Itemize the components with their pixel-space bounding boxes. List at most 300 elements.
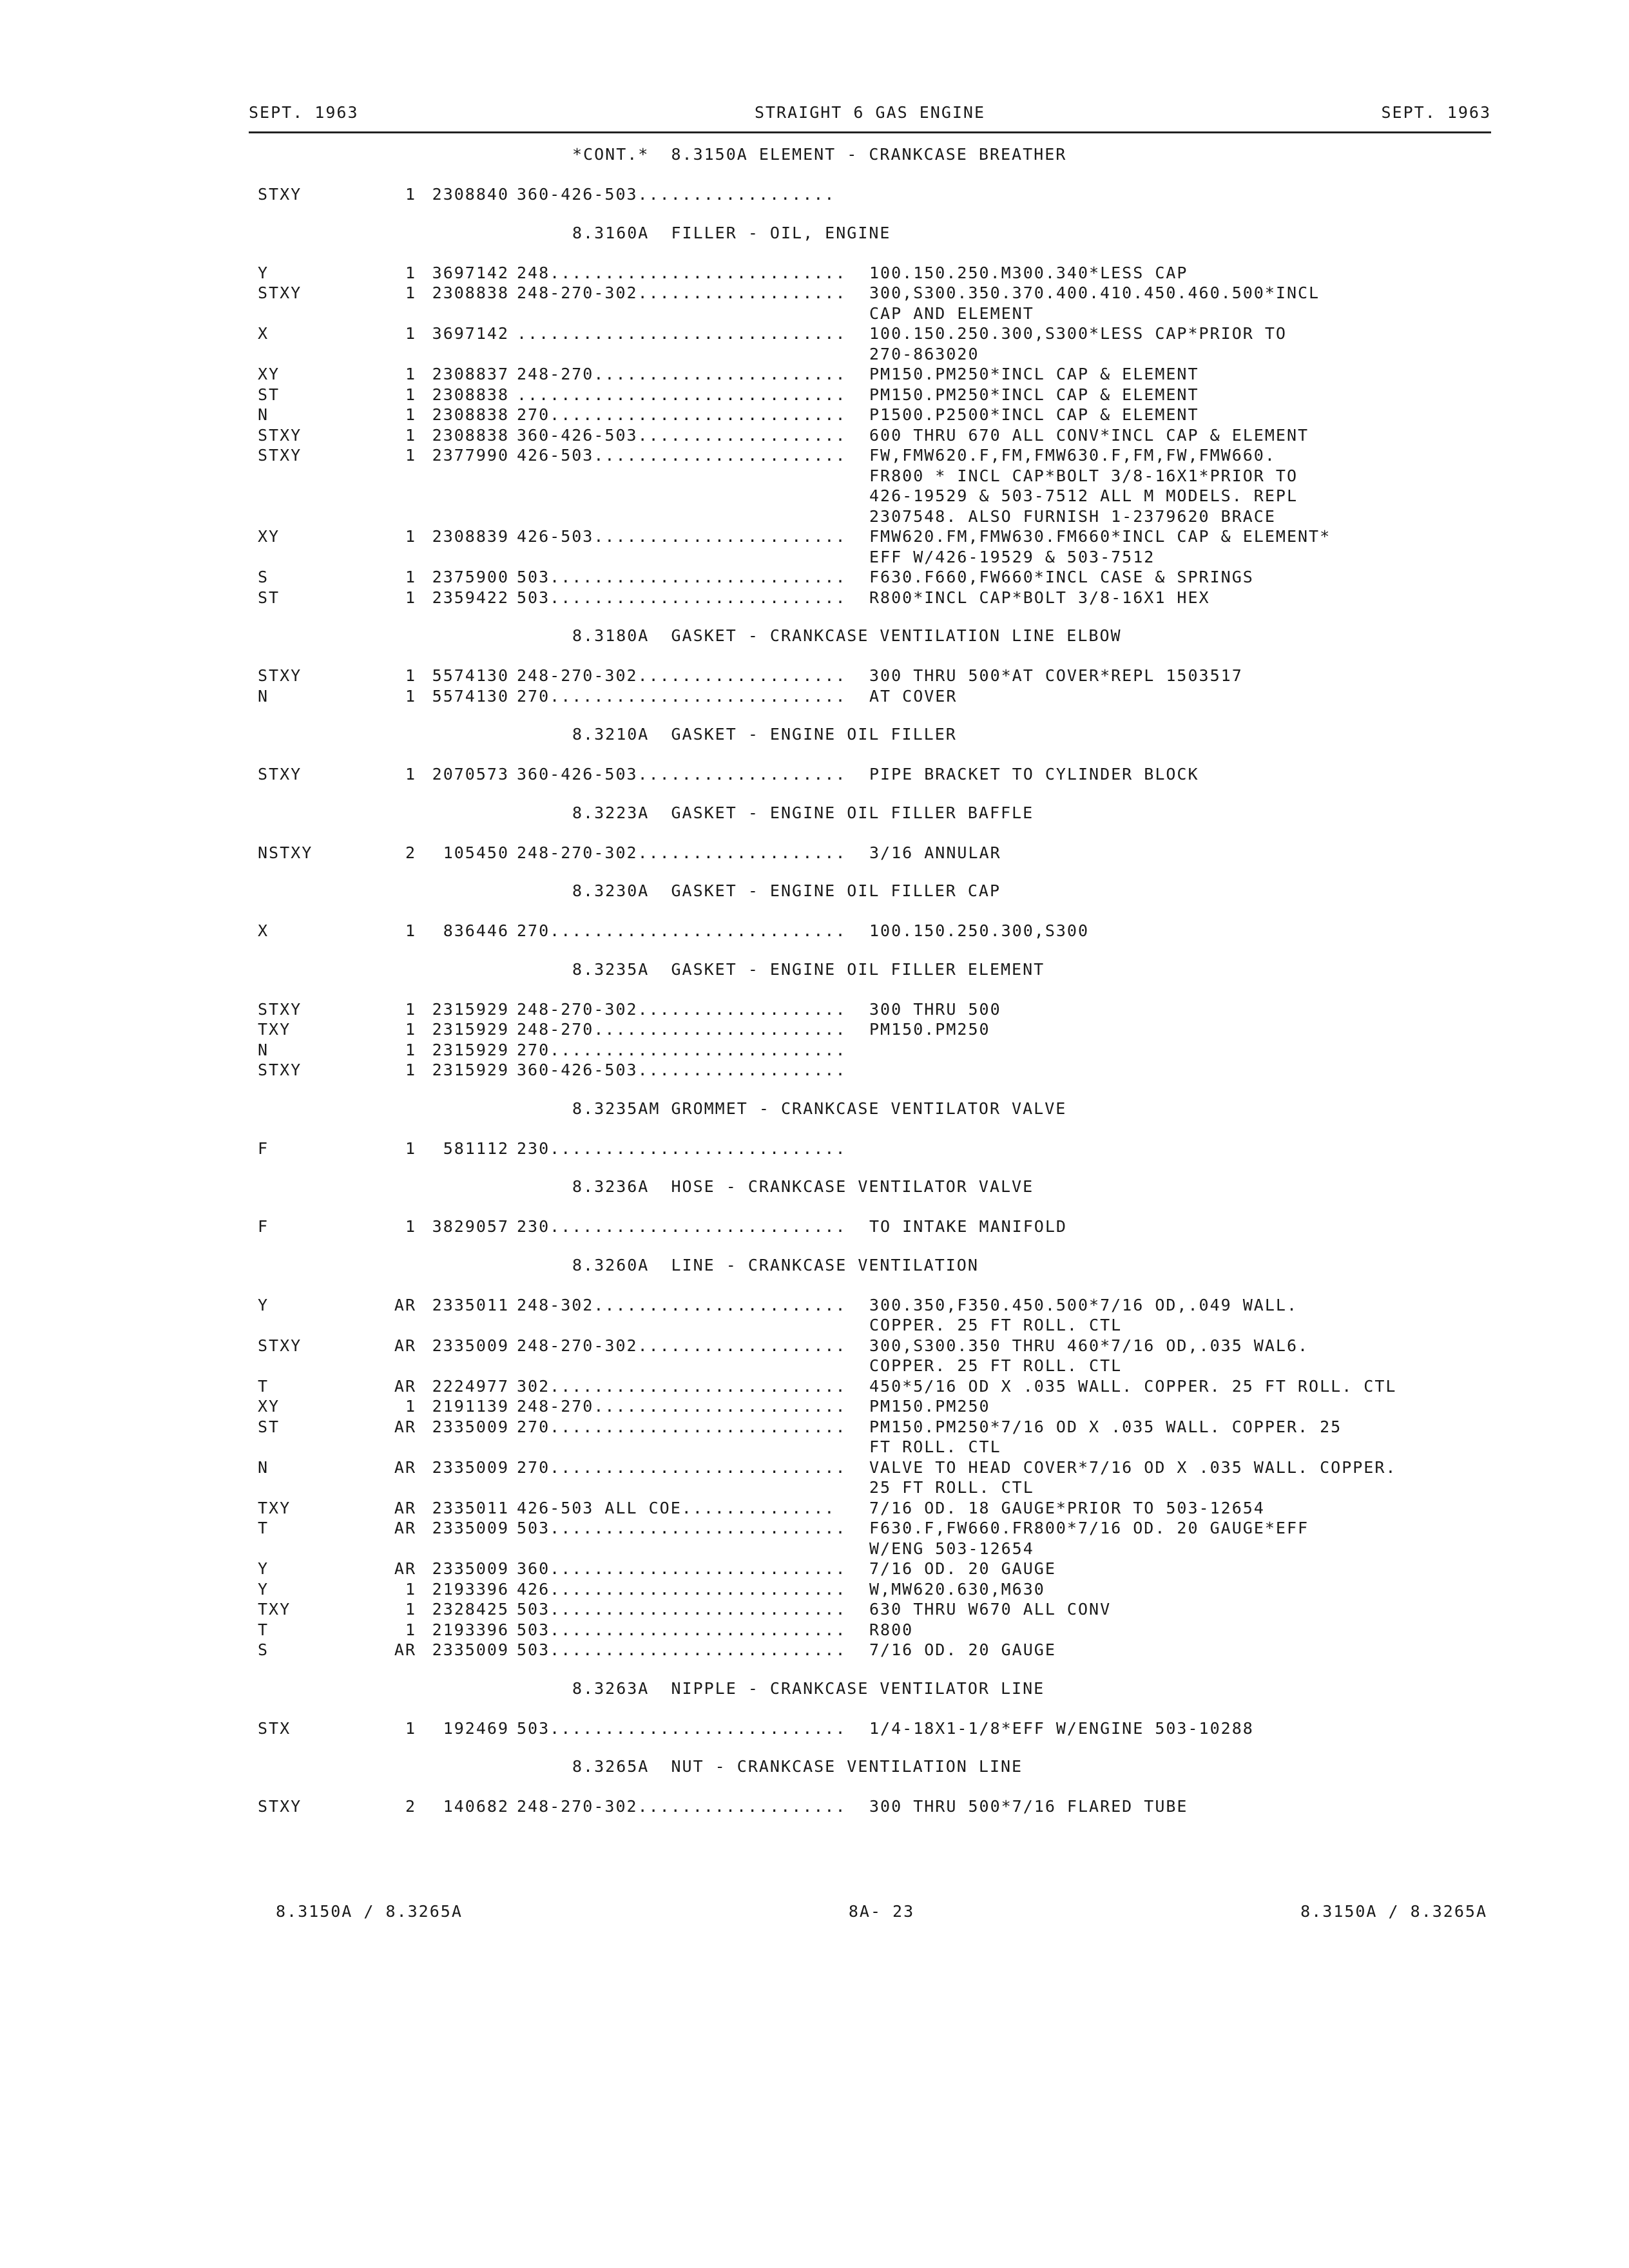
usage-note: 270-863020 <box>869 344 979 363</box>
section-spacer <box>254 1119 1491 1139</box>
engine-application: 248-270-302................... <box>517 1336 847 1355</box>
part-row <box>254 1060 1491 1081</box>
part-row <box>254 1579 1491 1600</box>
part-number: 2308839 <box>432 527 509 546</box>
note-continuation <box>254 303 1491 324</box>
model-code: ST <box>258 588 280 607</box>
section-spacer <box>254 901 1491 921</box>
model-code: STXY <box>258 666 302 685</box>
quantity: 1 <box>405 1620 416 1639</box>
usage-note: F630.F,FW660.FR800*7/16 OD. 20 GAUGE*EFF <box>869 1519 1309 1537</box>
part-number: 2308838 <box>432 405 509 424</box>
usage-note: FR800 * INCL CAP*BOLT 3/8-16X1*PRIOR TO <box>869 466 1298 485</box>
section-title: 8.3210A GASKET - ENGINE OIL FILLER <box>572 725 957 744</box>
part-number: 2335009 <box>432 1640 509 1659</box>
parts-section <box>254 626 1491 706</box>
model-code: S <box>258 568 269 586</box>
section-gap <box>254 1660 1491 1678</box>
model-code: T <box>258 1376 269 1396</box>
section-gap <box>254 863 1491 881</box>
part-number: 2308838 <box>432 385 509 404</box>
quantity: 1 <box>405 1020 416 1039</box>
engine-application: .............................. <box>517 385 847 404</box>
usage-note: 1/4-18X1-1/8*EFF W/ENGINE 503-10288 <box>869 1718 1254 1738</box>
part-row <box>254 666 1491 686</box>
quantity: 1 <box>405 568 416 586</box>
model-code: XY <box>258 1397 280 1416</box>
page-number: 8A- 23 <box>848 1902 915 1921</box>
engine-application: 503........................... <box>517 1718 847 1738</box>
engine-application: 248-270-302................... <box>517 843 847 862</box>
usage-note: 100.150.250.M300.340*LESS CAP <box>869 263 1188 282</box>
part-number: 2315929 <box>432 1040 509 1059</box>
quantity: AR <box>394 1519 416 1537</box>
model-code: N <box>258 1457 269 1477</box>
usage-note: AT COVER <box>869 686 958 706</box>
part-number: 2224977 <box>432 1376 509 1396</box>
part-number: 105450 <box>443 843 509 862</box>
quantity: 1 <box>405 365 416 383</box>
footer-range-right: 8.3150A / 8.3265A <box>1300 1902 1487 1921</box>
quantity: AR <box>394 1498 416 1517</box>
usage-note: EFF W/426-19529 & 503-7512 <box>869 547 1155 566</box>
part-number: 2193396 <box>432 1579 509 1599</box>
engine-application: 270........................... <box>517 1457 847 1477</box>
part-row <box>254 1417 1491 1437</box>
page-footer <box>276 1902 1487 1928</box>
section-spacer <box>254 980 1491 999</box>
engine-application: 503........................... <box>517 588 847 607</box>
usage-note: 630 THRU W670 ALL CONV <box>869 1600 1112 1619</box>
part-row <box>254 588 1491 608</box>
quantity: AR <box>394 1457 416 1477</box>
part-number: 2315929 <box>432 1061 509 1079</box>
section-gap <box>254 608 1491 626</box>
part-row <box>254 263 1491 284</box>
model-code: STXY <box>258 1797 302 1816</box>
model-code: N <box>258 686 269 706</box>
engine-application: 426-503 ALL COE.............. <box>517 1498 836 1517</box>
quantity: AR <box>394 1376 416 1396</box>
part-number: 2335009 <box>432 1559 509 1578</box>
section-gap <box>254 785 1491 803</box>
engine-application: 360-426-503................... <box>517 1061 847 1079</box>
model-code: TXY <box>258 1600 291 1619</box>
parts-list <box>254 144 1491 1817</box>
section-title: 8.3160A FILLER - OIL, ENGINE <box>572 223 891 242</box>
quantity: 1 <box>405 588 416 607</box>
part-row <box>254 1216 1491 1237</box>
part-row <box>254 1295 1491 1316</box>
part-number: 2308837 <box>432 365 509 383</box>
quantity: 1 <box>405 425 416 445</box>
parts-section <box>254 803 1491 863</box>
usage-note: 7/16 OD. 18 GAUGE*PRIOR TO 503-12654 <box>869 1498 1265 1517</box>
quantity: 1 <box>405 1040 416 1059</box>
usage-note: PM150.PM250*INCL CAP & ELEMENT <box>869 365 1199 383</box>
engine-application: 426........................... <box>517 1579 847 1599</box>
part-row <box>254 1640 1491 1660</box>
quantity: 1 <box>405 1579 416 1599</box>
engine-application: .............................. <box>517 324 847 343</box>
part-number: 2328425 <box>432 1600 509 1619</box>
section-title: *CONT.* 8.3150A ELEMENT - CRANKCASE BREATHER <box>572 145 1067 164</box>
model-code: NSTXY <box>258 843 313 862</box>
engine-application: 503........................... <box>517 568 847 586</box>
section-gap <box>254 941 1491 959</box>
engine-application: 248-270....................... <box>517 1397 847 1416</box>
part-number: 140682 <box>443 1797 509 1816</box>
quantity: 1 <box>405 765 416 783</box>
engine-application: 426-503....................... <box>517 527 847 546</box>
section-title: 8.3223A GASKET - ENGINE OIL FILLER BAFFLE <box>572 803 1034 822</box>
usage-note: 426-19529 & 503-7512 ALL M MODELS. REPL <box>869 486 1298 505</box>
part-number: 192469 <box>443 1718 509 1738</box>
model-code: STXY <box>258 446 302 465</box>
section-title: 8.3235AM GROMMET - CRANKCASE VENTILATOR VALVE <box>572 1099 1067 1118</box>
quantity: AR <box>394 1417 416 1436</box>
engine-application: 248-270....................... <box>517 365 847 383</box>
model-code: XY <box>258 365 280 383</box>
part-row <box>254 405 1491 425</box>
usage-note: W/ENG 503-12654 <box>869 1539 1034 1558</box>
model-code: N <box>258 1040 269 1059</box>
part-number: 581112 <box>443 1139 509 1158</box>
quantity: 1 <box>405 921 416 940</box>
part-row <box>254 921 1491 941</box>
engine-application: 270........................... <box>517 921 847 940</box>
section-spacer <box>254 165 1491 184</box>
usage-note: 300,S300.350 THRU 460*7/16 OD,.035 WAL6. <box>869 1336 1309 1355</box>
part-row <box>254 1457 1491 1478</box>
note-continuation <box>254 466 1491 486</box>
model-code: Y <box>258 263 269 282</box>
model-code: STXY <box>258 425 302 445</box>
usage-note: PM150.PM250*7/16 OD X .035 WALL. COPPER. 25 <box>869 1417 1342 1436</box>
engine-application: 248-270....................... <box>517 1020 847 1039</box>
model-code: T <box>258 1620 269 1639</box>
model-code: Y <box>258 1579 269 1599</box>
usage-note: 300 THRU 500 <box>869 999 1001 1019</box>
usage-note: 300,S300.350.370.400.410.450.460.500*INCL <box>869 284 1320 302</box>
part-row <box>254 686 1491 707</box>
usage-note: COPPER. 25 FT ROLL. CTL <box>869 1356 1123 1375</box>
section-spacer <box>254 745 1491 764</box>
usage-note: 7/16 OD. 20 GAUGE <box>869 1640 1056 1659</box>
footer-range-left: 8.3150A / 8.3265A <box>276 1902 463 1921</box>
header-rule <box>249 131 1491 133</box>
part-row <box>254 323 1491 344</box>
engine-application: 426-503....................... <box>517 446 847 465</box>
part-number: 2335009 <box>432 1336 509 1355</box>
usage-note: COPPER. 25 FT ROLL. CTL <box>869 1316 1123 1334</box>
usage-note: PM150.PM250 <box>869 1397 990 1416</box>
engine-application: 248-270-302................... <box>517 284 847 302</box>
model-code: STX <box>258 1718 291 1738</box>
part-number: 2193396 <box>432 1620 509 1639</box>
model-code: STXY <box>258 999 302 1019</box>
model-code: N <box>258 405 269 424</box>
parts-section <box>254 1678 1491 1739</box>
quantity: 1 <box>405 263 416 282</box>
part-number: 2335009 <box>432 1519 509 1537</box>
section-spacer <box>254 646 1491 666</box>
usage-note: FMW620.FM,FMW630.FM660*INCL CAP & ELEMENT* <box>869 527 1331 546</box>
quantity: 1 <box>405 185 416 204</box>
section-gap <box>254 1237 1491 1255</box>
model-code: T <box>258 1519 269 1537</box>
part-row <box>254 1040 1491 1061</box>
engine-application: 270........................... <box>517 1040 847 1059</box>
page-header <box>249 103 1491 129</box>
model-code: STXY <box>258 1336 302 1355</box>
part-row <box>254 445 1491 466</box>
part-row <box>254 1019 1491 1040</box>
part-number: 2377990 <box>432 446 509 465</box>
quantity: AR <box>394 1559 416 1578</box>
engine-application: 503........................... <box>517 1600 847 1619</box>
model-code: Y <box>258 1559 269 1578</box>
note-continuation <box>254 486 1491 506</box>
usage-note: 100.150.250.300,S300 <box>869 921 1090 940</box>
note-continuation <box>254 506 1491 527</box>
part-number: 3697142 <box>432 263 509 282</box>
engine-application: 270........................... <box>517 686 847 706</box>
model-code: STXY <box>258 765 302 783</box>
usage-note: 300.350,F350.450.500*7/16 OD,.049 WALL. <box>869 1295 1298 1314</box>
section-title: 8.3230A GASKET - ENGINE OIL FILLER CAP <box>572 881 1001 900</box>
engine-application: 360-426-503................... <box>517 765 847 783</box>
usage-note: FT ROLL. CTL <box>869 1437 1001 1456</box>
parts-section <box>254 959 1491 1081</box>
part-number: 2315929 <box>432 999 509 1019</box>
part-row <box>254 526 1491 547</box>
part-number: 2359422 <box>432 588 509 607</box>
usage-note: 300 THRU 500*AT COVER*REPL 1503517 <box>869 666 1243 685</box>
part-row <box>254 1518 1491 1539</box>
model-code: STXY <box>258 185 302 204</box>
usage-note: F630.F660,FW660*INCL CASE & SPRINGS <box>869 568 1254 586</box>
usage-note: R800 <box>869 1620 914 1639</box>
engine-application: 360-426-503................... <box>517 425 847 445</box>
usage-note: 7/16 OD. 20 GAUGE <box>869 1559 1056 1578</box>
section-title: 8.3265A NUT - CRANKCASE VENTILATION LINE <box>572 1757 1023 1776</box>
engine-application: 360........................... <box>517 1559 847 1578</box>
quantity: 1 <box>405 1397 416 1416</box>
parts-section <box>254 1255 1491 1660</box>
note-continuation <box>254 1539 1491 1559</box>
usage-note: PM150.PM250*INCL CAP & ELEMENT <box>869 385 1199 404</box>
section-title: 8.3263A NIPPLE - CRANKCASE VENTILATOR LINE <box>572 1678 1045 1698</box>
usage-note: TO INTAKE MANIFOLD <box>869 1217 1067 1236</box>
parts-section <box>254 223 1491 608</box>
model-code: STXY <box>258 284 302 302</box>
part-number: 836446 <box>443 921 509 940</box>
part-number: 2308838 <box>432 284 509 302</box>
usage-note: 600 THRU 670 ALL CONV*INCL CAP & ELEMENT <box>869 425 1309 445</box>
header-title: STRAIGHT 6 GAS ENGINE <box>754 103 986 122</box>
parts-section <box>254 144 1491 205</box>
part-row <box>254 184 1491 205</box>
usage-note: PM150.PM250 <box>869 1020 990 1039</box>
quantity: 1 <box>405 385 416 404</box>
section-spacer <box>254 244 1491 263</box>
quantity: 2 <box>405 843 416 862</box>
section-title: 8.3180A GASKET - CRANKCASE VENTILATION LINE ELBOW <box>572 626 1122 645</box>
model-code: XY <box>258 527 280 546</box>
usage-note: W,MW620.630,M630 <box>869 1579 1045 1599</box>
section-title: 8.3235A GASKET - ENGINE OIL FILLER ELEMENT <box>572 959 1045 979</box>
engine-application: 503........................... <box>517 1620 847 1639</box>
part-row <box>254 1498 1491 1519</box>
usage-note: 100.150.250.300,S300*LESS CAP*PRIOR TO <box>869 324 1287 343</box>
engine-application: 248........................... <box>517 263 847 282</box>
section-spacer <box>254 1777 1491 1796</box>
part-number: 2335011 <box>432 1498 509 1517</box>
quantity: 1 <box>405 446 416 465</box>
usage-note: P1500.P2500*INCL CAP & ELEMENT <box>869 405 1199 424</box>
note-continuation <box>254 1477 1491 1498</box>
part-row <box>254 425 1491 446</box>
usage-note: VALVE TO HEAD COVER*7/16 OD X .035 WALL. COPPER. <box>869 1457 1397 1477</box>
engine-application: 503........................... <box>517 1519 847 1537</box>
engine-application: 230........................... <box>517 1139 847 1158</box>
part-row <box>254 1559 1491 1579</box>
part-row <box>254 364 1491 385</box>
part-row <box>254 1376 1491 1397</box>
parts-section <box>254 1756 1491 1817</box>
note-continuation <box>254 547 1491 568</box>
quantity: 1 <box>405 284 416 302</box>
part-row <box>254 1620 1491 1640</box>
section-spacer <box>254 1276 1491 1295</box>
quantity: 1 <box>405 1217 416 1236</box>
engine-application: 248-270-302................... <box>517 999 847 1019</box>
quantity: 1 <box>405 527 416 546</box>
model-code: Y <box>258 1295 269 1314</box>
part-number: 3697142 <box>432 324 509 343</box>
note-continuation <box>254 1356 1491 1376</box>
part-number: 3829057 <box>432 1217 509 1236</box>
section-spacer <box>254 1699 1491 1718</box>
section-gap <box>254 706 1491 724</box>
part-number: 2070573 <box>432 765 509 783</box>
part-number: 2335009 <box>432 1417 509 1436</box>
model-code: F <box>258 1139 269 1158</box>
usage-note: 3/16 ANNULAR <box>869 843 1001 862</box>
part-number: 2308840 <box>432 185 509 204</box>
model-code: ST <box>258 1417 280 1436</box>
part-number: 2335011 <box>432 1295 509 1314</box>
quantity: 1 <box>405 405 416 424</box>
part-row <box>254 999 1491 1020</box>
usage-note: 450*5/16 OD X .035 WALL. COPPER. 25 FT ROLL. CTL <box>869 1376 1397 1396</box>
engine-application: 248-270-302................... <box>517 666 847 685</box>
part-number: 5574130 <box>432 686 509 706</box>
engine-application: 230........................... <box>517 1217 847 1236</box>
part-row <box>254 1718 1491 1739</box>
engine-application: 270........................... <box>517 405 847 424</box>
quantity: 1 <box>405 1139 416 1158</box>
part-number: 5574130 <box>432 666 509 685</box>
usage-note: PIPE BRACKET TO CYLINDER BLOCK <box>869 765 1199 783</box>
quantity: AR <box>394 1295 416 1314</box>
note-continuation <box>254 1437 1491 1457</box>
model-code: TXY <box>258 1498 291 1517</box>
parts-section <box>254 724 1491 785</box>
quantity: 1 <box>405 1061 416 1079</box>
usage-note: 2307548. ALSO FURNISH 1-2379620 BRACE <box>869 506 1276 526</box>
usage-note: 25 FT ROLL. CTL <box>869 1478 1034 1497</box>
part-number: 2191139 <box>432 1397 509 1416</box>
part-row <box>254 764 1491 785</box>
quantity: 1 <box>405 999 416 1019</box>
part-row <box>254 1796 1491 1817</box>
model-code: F <box>258 1217 269 1236</box>
engine-application: 248-302....................... <box>517 1295 847 1314</box>
quantity: 1 <box>405 324 416 343</box>
header-date-left: SEPT. 1963 <box>249 103 359 122</box>
note-continuation <box>254 1315 1491 1336</box>
part-number: 2375900 <box>432 568 509 586</box>
engine-application: 302........................... <box>517 1376 847 1396</box>
engine-application: 248-270-302................... <box>517 1797 847 1816</box>
model-code: X <box>258 324 269 343</box>
engine-application: 270........................... <box>517 1417 847 1436</box>
part-number: 2308838 <box>432 425 509 445</box>
note-continuation <box>254 344 1491 365</box>
part-row <box>254 1139 1491 1159</box>
quantity: AR <box>394 1640 416 1659</box>
engine-application: 360-426-503.................. <box>517 185 836 204</box>
parts-section <box>254 881 1491 941</box>
quantity: 1 <box>405 666 416 685</box>
part-row <box>254 1336 1491 1356</box>
model-code: STXY <box>258 1061 302 1079</box>
section-spacer <box>254 1197 1491 1216</box>
part-row <box>254 1599 1491 1620</box>
model-code: S <box>258 1640 269 1659</box>
section-spacer <box>254 823 1491 843</box>
quantity: 2 <box>405 1797 416 1816</box>
section-title: 8.3260A LINE - CRANKCASE VENTILATION <box>572 1255 979 1274</box>
part-row <box>254 1396 1491 1417</box>
usage-note: R800*INCL CAP*BOLT 3/8-16X1 HEX <box>869 588 1210 607</box>
quantity: 1 <box>405 1718 416 1738</box>
engine-application: 503........................... <box>517 1640 847 1659</box>
parts-section <box>254 1177 1491 1237</box>
part-row <box>254 567 1491 588</box>
section-gap <box>254 205 1491 223</box>
parts-section <box>254 1099 1491 1159</box>
part-row <box>254 843 1491 863</box>
header-date-right: SEPT. 1963 <box>1381 103 1491 122</box>
model-code: TXY <box>258 1020 291 1039</box>
section-gap <box>254 1081 1491 1099</box>
part-row <box>254 283 1491 303</box>
usage-note: CAP AND ELEMENT <box>869 303 1034 323</box>
usage-note: FW,FMW620.F,FM,FMW630.F,FM,FW,FMW660. <box>869 446 1276 465</box>
section-title: 8.3236A HOSE - CRANKCASE VENTILATOR VALVE <box>572 1177 1034 1196</box>
usage-note: 300 THRU 500*7/16 FLARED TUBE <box>869 1797 1188 1816</box>
model-code: X <box>258 921 269 940</box>
section-gap <box>254 1158 1491 1177</box>
part-row <box>254 385 1491 405</box>
part-number: 2315929 <box>432 1020 509 1039</box>
part-number: 2335009 <box>432 1457 509 1477</box>
quantity: 1 <box>405 1600 416 1619</box>
model-code: ST <box>258 385 280 404</box>
